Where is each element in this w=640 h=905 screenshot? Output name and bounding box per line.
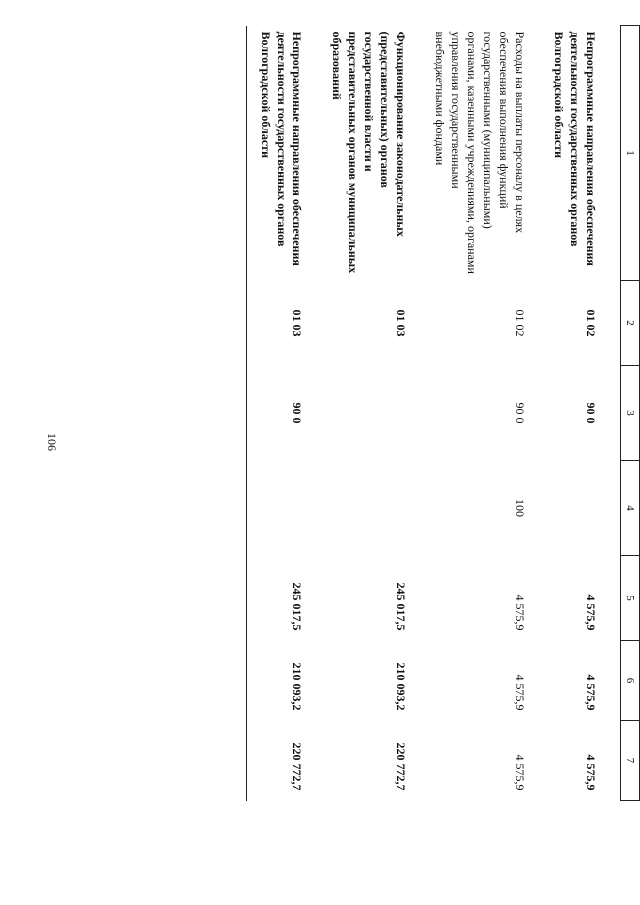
table-row bbox=[318, 26, 421, 801]
row-expense-type: 100 bbox=[512, 499, 527, 517]
row-value-col6: 210 093,2 bbox=[393, 662, 408, 711]
row-section-code: 01 03 bbox=[393, 309, 408, 337]
spacer-row bbox=[612, 26, 621, 801]
column-header-3: 3 bbox=[621, 366, 640, 461]
row-value-col7: 4 575,9 bbox=[512, 754, 527, 791]
budget-table bbox=[246, 25, 640, 801]
row-expense-type bbox=[246, 461, 318, 556]
page-number: 106 bbox=[45, 433, 59, 451]
column-header-4: 4 bbox=[621, 461, 640, 556]
row-section-code: 01 02 bbox=[512, 309, 527, 337]
row-target-code: 90 0 bbox=[512, 402, 527, 424]
row-value-col5: 4 575,9 bbox=[512, 594, 527, 631]
row-value-col7: 220 772,7 bbox=[393, 742, 408, 791]
row-name: Непрограммные направления обеспечения деятельности государственных органов Волгоградской области bbox=[552, 31, 598, 266]
row-name: Функционирование законодательных (представительных) органов государственной власти и представительных органов муниципальных образований bbox=[330, 31, 408, 274]
row-section-code: 01 02 bbox=[584, 309, 598, 337]
row-name: Непрограммные направления обеспечения деятельности государственных органов Волгоградской области bbox=[246, 26, 318, 281]
row-value-col7: 220 772,7 bbox=[246, 721, 318, 801]
column-header-5: 5 bbox=[621, 556, 640, 641]
table-row bbox=[541, 26, 612, 801]
row-target-code bbox=[318, 366, 421, 461]
row-value-col6: 4 575,9 bbox=[512, 674, 527, 711]
column-number-header-row bbox=[621, 26, 640, 801]
row-target-code: 90 0 bbox=[584, 402, 598, 424]
row-value-col7: 4 575,9 bbox=[584, 754, 598, 791]
row-expense-type bbox=[541, 461, 612, 556]
row-value-col5: 245 017,5 bbox=[246, 556, 318, 641]
column-header-1: 1 bbox=[621, 26, 640, 281]
row-section-code: 01 03 bbox=[246, 281, 318, 366]
row-value-col6: 4 575,9 bbox=[584, 674, 598, 711]
table-row bbox=[422, 26, 541, 801]
column-header-7: 7 bbox=[621, 721, 640, 801]
row-name: Расходы на выплаты персоналу в целях обеспечения выполнения функций государственными (муниципальными) органами, казенными учреждениями, органами управления государственными внебюджетными фондами bbox=[433, 31, 527, 274]
row-expense-type bbox=[318, 461, 421, 556]
column-header-6: 6 bbox=[621, 641, 640, 721]
row-target-code: 90 0 bbox=[246, 366, 318, 461]
row-value-col6: 210 093,2 bbox=[246, 641, 318, 721]
row-value-col5: 4 575,9 bbox=[584, 594, 598, 631]
table-row bbox=[246, 26, 318, 801]
row-value-col5: 245 017,5 bbox=[393, 582, 408, 631]
rotated-table-container bbox=[75, 25, 640, 800]
column-header-2: 2 bbox=[621, 281, 640, 366]
